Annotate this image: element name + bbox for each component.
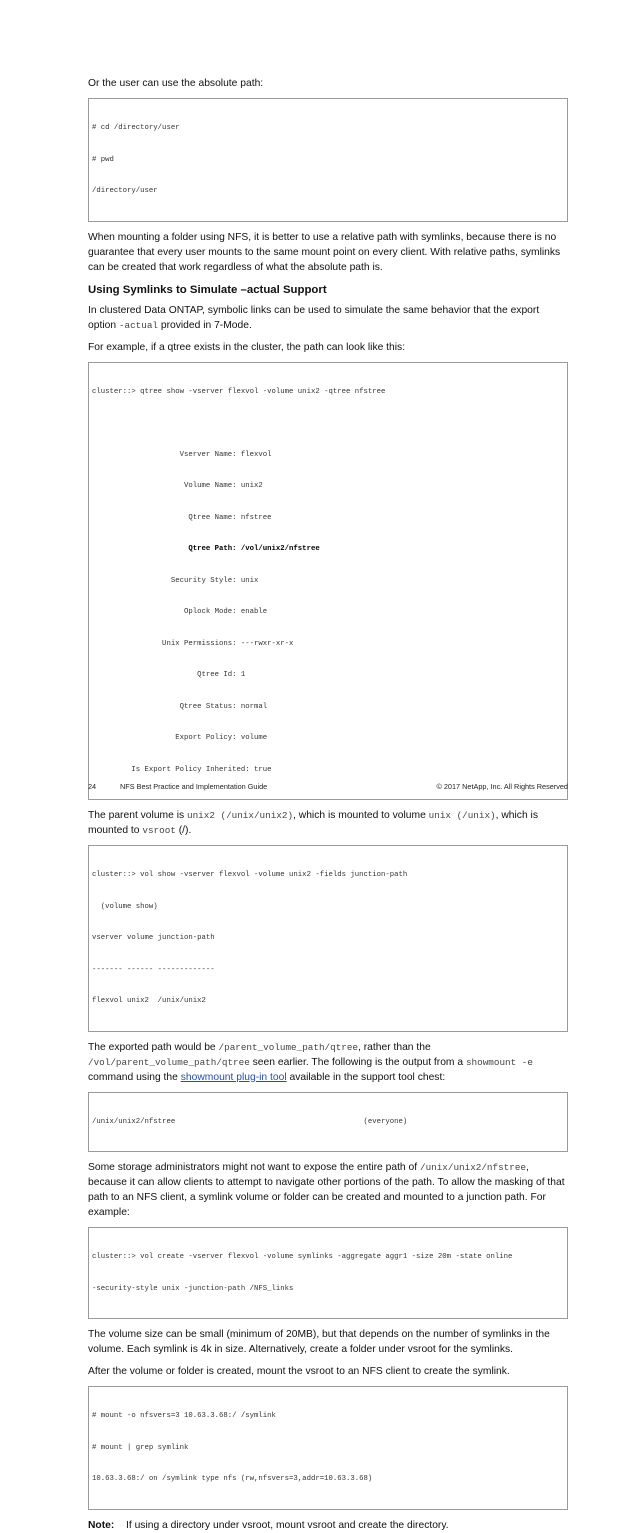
code-block-vol-create bbox=[88, 1227, 568, 1319]
code-line: ------- ------ ------------- bbox=[92, 965, 215, 974]
document-title: NFS Best Practice and Implementation Guide bbox=[120, 782, 268, 791]
paragraph-mount-vsroot: After the volume or folder is created, mount the vsroot to an NFS client to create the symlink. bbox=[88, 1366, 510, 1377]
code-line: Vserver Name: flexvol bbox=[92, 450, 272, 459]
paragraph-absolute-path: Or the user can use the absolute path: bbox=[88, 78, 264, 89]
text-run: In clustered Data ONTAP, symbolic links can be used to simulate the same behavior that the export option bbox=[88, 304, 540, 331]
paragraph-symlinks-intro bbox=[88, 303, 568, 333]
code-line: flexvol unix2 /unix/unix2 bbox=[92, 997, 206, 1005]
inline-code: -actual bbox=[118, 319, 158, 331]
inline-code: unix2 (/unix/unix2) bbox=[187, 810, 294, 821]
code-line bbox=[92, 418, 564, 429]
text-run: seen earlier. The following is the output from a bbox=[249, 1056, 466, 1068]
text-run: (/). bbox=[175, 825, 192, 836]
text-run: provided in 7-Mode. bbox=[157, 319, 252, 331]
code-line: Export Policy: volume bbox=[92, 734, 268, 742]
paragraph-masking bbox=[88, 1160, 568, 1220]
code-line: /unix/unix2/nfstree (everyone) bbox=[92, 1117, 408, 1126]
text-run: , which is mounted to bbox=[88, 810, 538, 836]
code-line: # cd /directory/user bbox=[92, 124, 180, 132]
code-line: cluster::> qtree show -vserver flexvol -volume unix2 -qtree nfstree bbox=[92, 387, 386, 396]
code-line: Unix Permissions: ---rwxr-xr-x bbox=[92, 639, 294, 648]
paragraph-relative-paths: When mounting a folder using NFS, it is better to use a relative path with symlinks, because there is no guarantee that every user mounts to the same mount point on every client. With relative paths, symlinks can be created that work regardless of what the absolute path is. bbox=[88, 231, 561, 273]
code-line: -security-style unix -junction-path /NFS_links bbox=[92, 1284, 294, 1293]
code-line-qtree-path: Qtree Path: /vol/unix2/nfstree bbox=[92, 545, 320, 553]
inline-code: /unix/unix2/nfstree bbox=[419, 1162, 526, 1173]
text-run: , because it can allow clients to attempt to navigate other portions of the path. To allow the masking of that path to an NFS client, a symlink volume or folder can be created and mounted to a junction path. For example: bbox=[88, 1162, 565, 1218]
text-run: available in the support tool chest: bbox=[286, 1071, 446, 1083]
paragraph-volume-size: The volume size can be small (minimum of 20MB), but that depends on the number of symlinks in the volume. Each symlink is 4k in size. Alternatively, create a folder under vsroot for the symlinks. bbox=[88, 1329, 550, 1355]
text-run: The parent volume is bbox=[88, 810, 188, 821]
code-line: Qtree Id: 1 bbox=[92, 671, 246, 679]
code-line: Qtree Status: normal bbox=[92, 702, 268, 711]
text-run: Some storage administrators might not want to expose the entire path of bbox=[88, 1162, 420, 1173]
note bbox=[88, 1518, 568, 1533]
inline-code: unix (/unix) bbox=[428, 810, 496, 821]
page-number: 24 bbox=[88, 782, 97, 791]
text-run: The exported path would be bbox=[88, 1041, 219, 1053]
code-line: Volume Name: unix2 bbox=[92, 482, 263, 490]
code-line: Security Style: unix bbox=[92, 576, 259, 585]
code-line: 10.63.3.68:/ on /symlink type nfs (rw,nfsvers=3,addr=10.63.3.68) bbox=[92, 1475, 373, 1483]
code-line: /directory/user bbox=[92, 187, 158, 195]
code-block-qtree-show bbox=[88, 362, 568, 801]
text-run: command using the bbox=[88, 1071, 181, 1083]
showmount-plugin-link[interactable]: showmount plug-in tool bbox=[180, 1071, 287, 1083]
code-line: Is Export Policy Inherited: true bbox=[92, 765, 272, 774]
code-block-showmount bbox=[88, 1092, 568, 1153]
inline-code: showmount -e bbox=[465, 1056, 533, 1068]
text-run: , rather than the bbox=[358, 1041, 431, 1053]
code-line: cluster::> vol show -vserver flexvol -volume unix2 -fields junction-path bbox=[92, 871, 408, 879]
code-line: Qtree Name: nfstree bbox=[92, 513, 272, 522]
code-line: # pwd bbox=[92, 155, 114, 164]
code-block-mount bbox=[88, 1386, 568, 1510]
page-footer bbox=[88, 782, 568, 791]
text-run: , which is mounted to volume bbox=[293, 810, 429, 821]
section-heading: Using Symlinks to Simulate –actual Support bbox=[88, 283, 327, 296]
paragraph-exported-path bbox=[88, 1040, 568, 1085]
code-line: # mount | grep symlink bbox=[92, 1443, 189, 1452]
code-line: vserver volume junction-path bbox=[92, 934, 215, 942]
note-text: If using a directory under vsroot, mount vsroot and create the directory. bbox=[126, 1519, 449, 1531]
code-block-pwd bbox=[88, 98, 568, 222]
inline-code: vsroot bbox=[142, 825, 176, 836]
code-line: (volume show) bbox=[92, 902, 158, 911]
footer-left bbox=[88, 782, 267, 791]
code-line: # mount -o nfsvers=3 10.63.3.68:/ /symlink bbox=[92, 1412, 276, 1420]
paragraph-parent-volume bbox=[88, 808, 568, 838]
code-line: Oplock Mode: enable bbox=[92, 608, 268, 616]
code-line: cluster::> vol create -vserver flexvol -volume symlinks -aggregate aggr1 -size 20m -state online bbox=[92, 1253, 513, 1261]
note-label: Note: bbox=[88, 1519, 115, 1531]
inline-code: /vol/parent_volume_path/qtree bbox=[88, 1056, 250, 1068]
code-block-vol-show bbox=[88, 845, 568, 1032]
copyright: © 2017 NetApp, Inc. All Rights Reserved bbox=[436, 782, 568, 791]
document-body bbox=[88, 76, 568, 1533]
inline-code: /parent_volume_path/qtree bbox=[218, 1041, 359, 1053]
paragraph-qtree-example: For example, if a qtree exists in the cluster, the path can look like this: bbox=[88, 341, 406, 353]
